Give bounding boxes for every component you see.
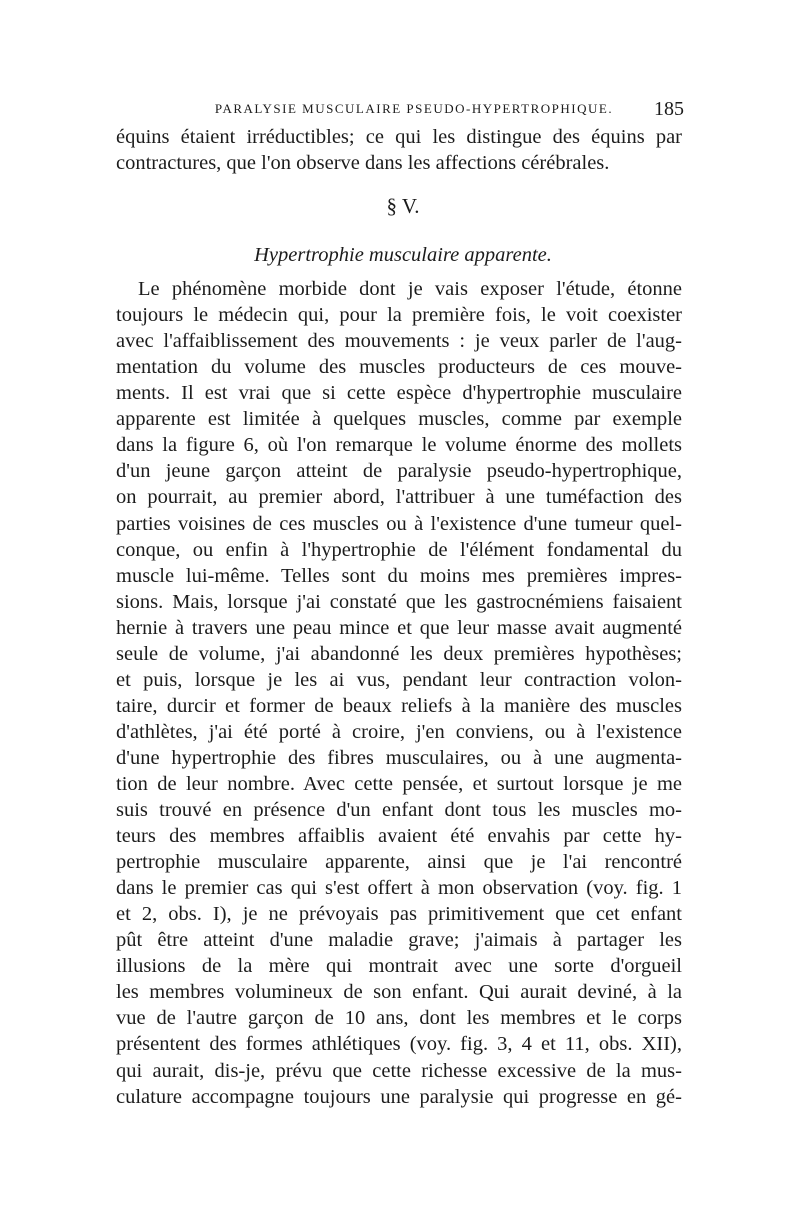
text-line: suis trouvé en présence d'un enfant dont tous les muscles mo- (116, 799, 682, 822)
text-line: dans le premier cas qui s'est offert à mon observation (voy. fig. 1 (116, 877, 682, 900)
text-line: et puis, lorsque je les ai vus, pendant leur contraction volon- (116, 668, 682, 691)
text-line: apparente est limitée à quelques muscles, comme par exemple (116, 408, 682, 431)
text-line: illusions de la mère qui montrait avec une sorte d'orgueil (116, 955, 682, 978)
section-number: § V. (386, 194, 420, 219)
text-line: teurs des membres affaiblis avaient été envahis par cette hy- (116, 825, 682, 848)
text-line: tion de leur nombre. Avec cette pensée, et surtout lorsque je me (116, 772, 682, 795)
intro-paragraph (116, 124, 682, 176)
page-number: 185 (654, 98, 684, 120)
text-line: équins étaient irréductibles; ce qui les distingue des équins par (116, 126, 682, 148)
book-page (116, 96, 682, 1110)
text-line: d'une hypertrophie des fibres musculaires, ou à une augmenta- (116, 746, 682, 769)
text-line: parties voisines de ces muscles ou à l'existence d'une tumeur quel- (116, 512, 682, 535)
text-line: sions. Mais, lorsque j'ai constaté que les gastrocnémiens faisaient (116, 590, 682, 613)
text-line: culature accompagne toujours une paralysie qui progresse en gé- (116, 1085, 682, 1108)
text-line: les membres volumineux de son enfant. Qui aurait deviné, à la (116, 981, 682, 1004)
text-line: avec l'affaiblissement des mouvements : je veux parler de l'aug- (116, 330, 682, 353)
text-line: dans la figure 6, où l'on remarque le volume énorme des mollets (116, 434, 682, 457)
running-head (116, 96, 682, 122)
running-title: PARALYSIE MUSCULAIRE PSEUDO-HYPERTROPHIQUE. (214, 101, 614, 116)
text-line: Le phénomène morbide dont je vais exposer l'étude, étonne (138, 278, 682, 301)
text-line: ments. Il est vrai que si cette espèce d'hypertrophie musculaire (116, 382, 682, 405)
text-line: hernie à travers une peau mince et que leur masse avait augmenté (116, 616, 682, 639)
text-line: contractures, que l'on observe dans les affections cérébrales. (116, 152, 610, 175)
text-line: pût être atteint d'une maladie grave; j'aimais à partager les (116, 929, 682, 952)
text-line: présentent des formes athlétiques (voy. fig. 3, 4 et 11, obs. XII), (116, 1033, 682, 1056)
text-line: muscle lui-même. Telles sont du moins mes premières impres- (116, 564, 682, 587)
text-line: mentation du volume des muscles producteurs de ces mouve- (116, 356, 682, 379)
text-line: conque, ou enfin à l'hypertrophie de l'élément fondamental du (116, 538, 682, 561)
text-line: d'un jeune garçon atteint de paralysie pseudo-hypertrophique, (116, 460, 682, 483)
text-line: vue de l'autre garçon de 10 ans, dont les membres et le corps (116, 1007, 682, 1030)
text-line: seule de volume, j'ai abandonné les deux premières hypothèses; (116, 642, 682, 665)
text-line: pertrophie musculaire apparente, ainsi que je l'ai rencontré (116, 851, 682, 874)
text-line: on pourrait, au premier abord, l'attribuer à une tuméfaction des (116, 486, 682, 509)
text-line: d'athlètes, j'ai été porté à croire, j'en conviens, ou à l'existence (116, 720, 682, 743)
text-line: taire, durcir et former de beaux reliefs à la manière des muscles (116, 694, 682, 717)
body-paragraph (116, 276, 682, 1110)
section-title: Hypertrophie musculaire apparente. (254, 244, 552, 267)
text-line: et 2, obs. I), je ne prévoyais pas primitivement que cet enfant (116, 903, 682, 926)
text-line: toujours le médecin qui, pour la première fois, le voit coexister (116, 304, 682, 327)
text-line: qui aurait, dis-je, prévu que cette richesse excessive de la mus- (116, 1059, 682, 1082)
